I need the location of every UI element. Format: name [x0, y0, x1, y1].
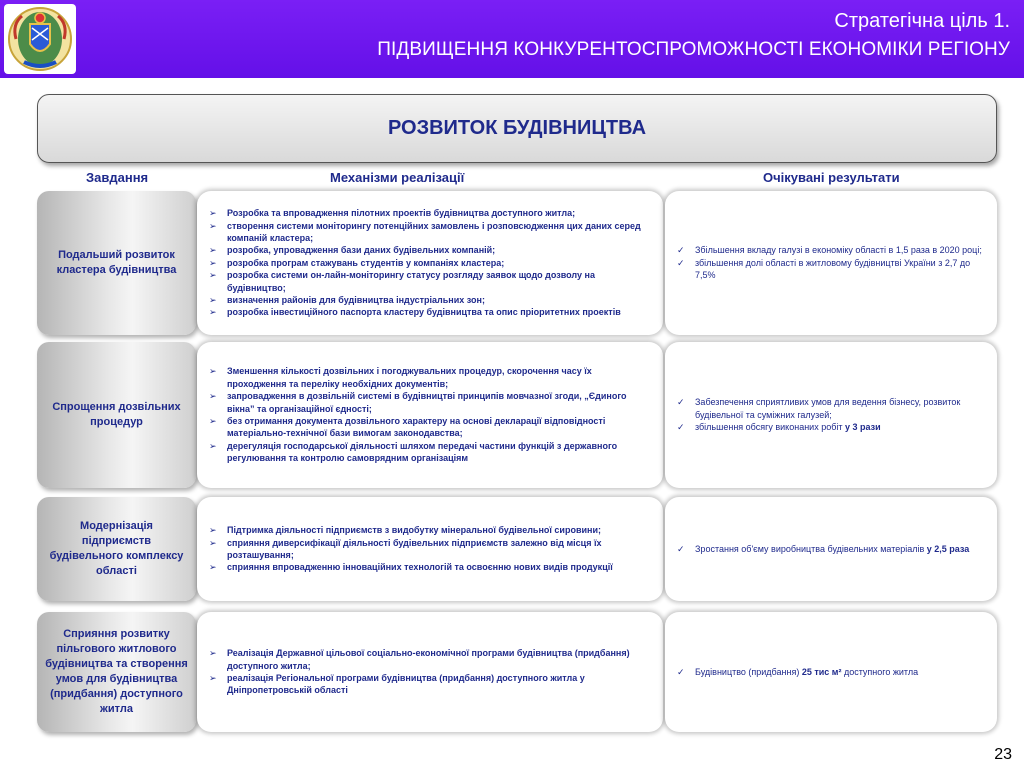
- results-card: [665, 191, 997, 335]
- list-item: ➢ сприяння диверсифікації діяльності будівельних підприємств залежно від місця їх розташування;: [209, 537, 602, 560]
- mechanisms-list: [207, 524, 653, 574]
- results-list: [675, 244, 987, 281]
- column-header-tasks: Завдання: [86, 170, 149, 185]
- list-item: ➢ запровадження в дозвільній системі в будівництві принципів мовчазної згоди, „Єдиного вікна” та організаційної єдності;: [209, 391, 627, 414]
- task-card: [37, 191, 196, 335]
- results-list: [675, 396, 987, 433]
- list-item: ✓ збільшення обсягу виконаних робіт у 3 рази: [677, 422, 881, 433]
- list-item: ➢ розробка програм стажувань студентів у компаніях кластера;: [209, 257, 505, 268]
- task-label: Сприяння розвитку пільгового житлового будівництва та створення умов для будівництва (придбання) доступного житла: [45, 628, 188, 715]
- column-header-mechanisms: Механізми реалізації: [330, 170, 465, 185]
- mechanisms-list: [207, 365, 653, 464]
- mechanisms-card: [197, 497, 663, 601]
- list-item: ➢ Зменшення кількості дозвільних і погоджувальних процедур, скорочення часу їх проходження та переліку необхідних документів;: [209, 366, 592, 389]
- results-list: [675, 543, 987, 555]
- task-label: Спрощення дозвільних процедур: [52, 401, 181, 428]
- list-item: ✓ Забезпечення сприятливих умов для ведення бізнесу, розвиток будівельної та суміжних галузей;: [677, 397, 961, 420]
- results-card: [665, 612, 997, 732]
- list-item: ✓ Збільшення вкладу галузі в економіку області в 1,5 раза в 2020 році;: [677, 245, 982, 256]
- list-item: ➢ створення системи моніторингу потенційних замовлень і розповсюдження цих даних серед компаній кластера;: [209, 220, 641, 243]
- list-item: ➢ розробка інвестиційного паспорта кластеру будівництва та опис пріоритетних проектів: [209, 307, 621, 318]
- section-banner-title: РОЗВИТОК БУДІВНИЦТВА: [387, 117, 647, 139]
- results-list: [675, 666, 987, 678]
- coat-of-arms-icon: [4, 4, 76, 74]
- list-item: ✓ збільшення долі області в житловому будівництві України з 2,7 до 7,5%: [677, 257, 971, 281]
- task-card: [37, 342, 196, 488]
- task-card: [37, 497, 196, 601]
- mechanisms-card: [197, 342, 663, 488]
- list-item: ➢ Розробка та впровадження пілотних проектів будівництва доступного житла;: [209, 208, 576, 219]
- list-item: ➢ Реалізація Державної цільової соціально-економічної програми будівництва (придбання) доступного житла;: [209, 648, 630, 671]
- slide-title-line2: ПІДВИЩЕННЯ КОНКУРЕНТОСПРОМОЖНОСТІ ЕКОНОМІКИ РЕГІОНУ: [377, 39, 1010, 60]
- task-label: Подальший розвиток кластера будівництва: [56, 249, 177, 276]
- list-item: ✓ Будівництво (придбання) 25 тис м² доступного житла: [677, 666, 919, 677]
- list-item: ➢ розробка, упровадження бази даних будівельних компаній;: [209, 245, 496, 256]
- list-item: ➢ реалізація Регіональної програми будівництва (придбання) доступного житла у Дніпропетровській області: [209, 673, 585, 696]
- list-item: ➢ сприяння впровадженню інноваційних технологій та освоєнню нових видів продукції: [209, 562, 613, 573]
- list-item: ➢ розробка системи он-лайн-моніторингу статусу розгляду заявок щодо дозволу на будівництво;: [209, 270, 595, 293]
- column-header-results: Очікувані результати: [763, 170, 900, 185]
- list-item: ✓ Зростання об'єму виробництва будівельних матеріалів у 2,5 раза: [677, 543, 970, 554]
- list-item: ➢ без отримання документа дозвільного характеру на основі декларації відповідності матеріально-технічної бази вимогам законодавства;: [209, 416, 606, 439]
- results-card: [665, 342, 997, 488]
- mechanisms-list: [207, 207, 653, 319]
- task-card: [37, 612, 196, 732]
- mechanisms-list: [207, 647, 653, 697]
- slide-title-line1: Стратегічна ціль 1.: [834, 10, 1010, 32]
- list-item: ➢ дерегуляція господарської діяльності шляхом передачі частини функцій з державного регулювання та контролю самоврядним організаціям: [209, 440, 618, 464]
- mechanisms-card: [197, 191, 663, 335]
- section-banner: [37, 94, 997, 163]
- list-item: ➢ визначення районів для будівництва індустріальних зон;: [209, 295, 485, 306]
- page-number: 23: [994, 746, 1012, 763]
- task-label: Модернізація підприємств будівельного комплексу області: [49, 520, 184, 577]
- mechanisms-card: [197, 612, 663, 732]
- header-bar: [0, 0, 1024, 78]
- list-item: ➢ Підтримка діяльності підприємств з видобутку мінеральної будівельної сировини;: [209, 525, 601, 536]
- results-card: [665, 497, 997, 601]
